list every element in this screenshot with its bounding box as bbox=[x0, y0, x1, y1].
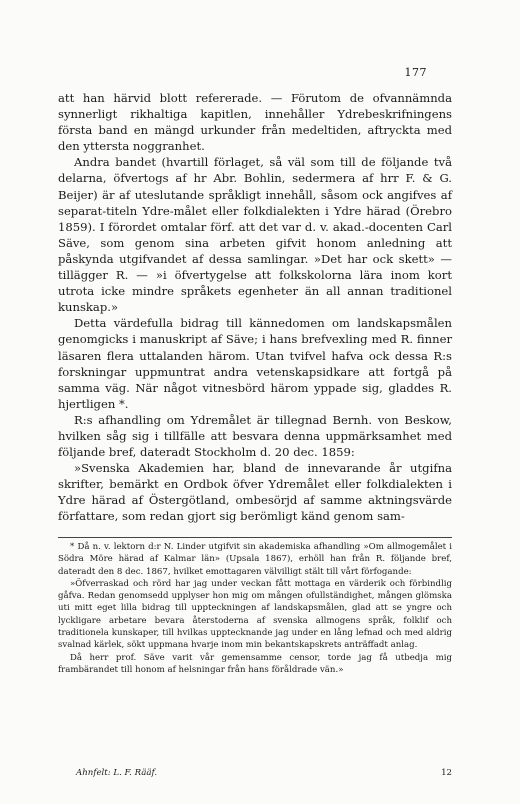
main-text bbox=[58, 90, 452, 525]
paragraph-4: R:s afhandling om Ydremålet är tillegnad Bernh. von Beskow, hvilken såg sig i tillfälle att besvara denna uppmärksamhet med följande bref, dateradt Stockholm d. 20 dec. 1859: bbox=[58, 412, 452, 460]
signature-mark: Ahnfelt: L. F. Rääf. bbox=[76, 768, 158, 778]
footnotes bbox=[58, 541, 452, 676]
footnote-divider bbox=[58, 537, 452, 538]
sheet-number: 12 bbox=[441, 768, 452, 778]
paragraph-3: Detta värdefulla bidrag till kännedomen om landskapsmålen genomgicks i manuskript af Säve; i hans brefvexling med R. finner läsaren flera uttalanden härom. Utan tvifvel hafva ock dessa R:s forskningar uppmuntrat andra vetenskapsidkare att fortgå på samma väg. När något vitnesbörd härom yppade sig, gladdes R. hjertligen *. bbox=[58, 316, 452, 411]
paragraph-5: »Svenska Akademien har, bland de innevarande år utgifna skrifter, bemärkt en Ordbok öfver Ydremålet eller folkdialekten i Ydre härad af Östergötland, ombesörjd af samme aktningsvärde författare, som redan gjort sig berömligt känd genom sam- bbox=[58, 461, 452, 524]
paragraph-1: att han härvid blott refererade. — Förutom de ofvannämnda synnerligt rikhaltiga kapitlen, innehåller Ydrebeskrifningens första band en mängd urkunder från medeltiden, aftryckta med den yttersta noggranhet. bbox=[58, 91, 452, 154]
footnote-2: »Öfverraskad och rörd har jag under veckan fått mottaga en värderik och förbindlig gåfva. Redan genomsedd upplyser hon mig om mången ofullständighet, mången glömska uti mitt eget lilla bidrag till uppteckningen af landskapsmålen, glad att se yngre och lyckligare arbetare bevara återstoderna af svenska allmogens språk, folklif och traditionela kunskaper, till hvilkas upptecknande jag under en lång lefnad och med aldrig svalnad kärlek, sökt uppmana hvarje inom min bekantskapskrets anträffadt anlag. bbox=[58, 578, 452, 651]
paragraph-2: Andra bandet (hvartill förlaget, så väl som till de följande två delarna, öfvertogs af hr Abr. Bohlin, sedermera af hrr F. & G. Beijer) är af uteslutande språkligt innehåll, såsom ock angifves af separat-titeln Ydre-målet eller folkdialekten i Ydre härad (Örebro 1859). I förordet omtalar förf. att det var d. v. akad.-docenten Carl Säve, som genom sina arbeten gifvit honom anledning att påskynda utgifvandet af dessa samlingar. »Det har ock skett» — tillägger R. — »i öfvertygelse att folkskolorna lära inom kort utrota icke mindre språkets egenheter än all annan traditionel kunskap.» bbox=[58, 155, 452, 315]
footnote-1: * Då n. v. lektorn d:r N. Linder utgifvit sin akademiska afhandling »Om allmogemålet i Södra Möre härad af Kalmar län» (Upsala 1867), erhöll han från R. följande bref, dateradt den 8 dec. 1867, hvilket emottagaren välvilligt stält till vårt förfogande: bbox=[58, 542, 452, 577]
page-number: 177 bbox=[404, 66, 427, 79]
footnote-3: Då herr prof. Säve varit vår gemensamme censor, torde jag få utbedja mig frambärandet till honom af helsningar från hans föråldrade vän.» bbox=[58, 652, 452, 675]
